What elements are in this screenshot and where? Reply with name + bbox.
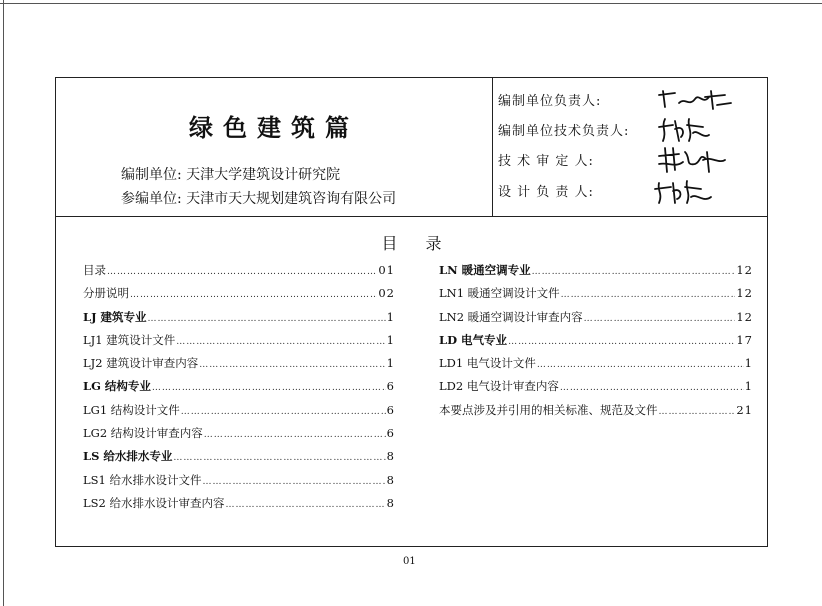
toc-entry[interactable] [83, 332, 395, 355]
role-label: 设 计 负 责 人: [498, 185, 594, 200]
dot-leader [173, 453, 385, 463]
dot-leader [584, 314, 736, 324]
toc-left-column [83, 262, 395, 518]
toc-entry[interactable] [83, 309, 395, 332]
toc-entry-label: LS 给水排水专业 [83, 449, 173, 464]
toc-entry-page: 6 [386, 426, 395, 441]
toc-entry-label: LD2 电气设计审查内容 [439, 379, 559, 394]
dot-leader [204, 430, 386, 440]
role-row [498, 150, 618, 169]
toc-entry[interactable] [83, 472, 395, 495]
signature-panel [493, 78, 767, 216]
toc-entry-label: LD1 电气设计文件 [439, 356, 536, 371]
toc-entry-page: 1 [386, 332, 395, 347]
toc-entry-page: 8 [386, 495, 395, 510]
role-label: 技 术 审 定 人: [498, 154, 594, 169]
handwritten-signature [645, 83, 755, 115]
role-row [498, 181, 618, 200]
dot-leader [148, 314, 386, 324]
page-edge-left [3, 0, 4, 606]
title-block [55, 77, 768, 217]
toc-entry-label: LG1 结构设计文件 [83, 402, 180, 417]
toc-entry-label: 本要点涉及并引用的相关标准、规范及文件 [439, 402, 658, 417]
toc-entry[interactable] [439, 332, 753, 355]
toc-entry-label: LG 结构专业 [83, 379, 151, 394]
toc-entry[interactable] [439, 262, 753, 285]
toc-entry-page: 1 [744, 379, 753, 394]
handwritten-signature [645, 175, 755, 207]
toc-entry-page: 02 [378, 286, 395, 301]
dot-leader [176, 337, 385, 347]
toc-entry[interactable] [439, 402, 753, 425]
toc-entry-page: 1 [744, 356, 753, 371]
toc-entry[interactable] [83, 402, 395, 425]
toc-entry-label: 分册说明 [83, 286, 129, 301]
toc-entry-label: LN 暖通空调专业 [439, 263, 531, 277]
toc-entry[interactable] [439, 378, 753, 401]
toc-entry-label: LN2 暖通空调设计审查内容 [439, 309, 583, 324]
dot-leader [199, 360, 385, 370]
toc-entry[interactable] [83, 378, 395, 401]
toc-entry-page: 12 [736, 286, 753, 301]
page-edge-top [0, 3, 822, 4]
toc-entry-label: 目录 [83, 263, 106, 277]
dot-leader [532, 267, 736, 277]
toc-entry[interactable] [83, 262, 395, 285]
toc-entry-page: 12 [736, 263, 753, 277]
dot-leader [226, 500, 386, 510]
dot-leader [152, 383, 386, 393]
role-row [498, 90, 618, 109]
toc-entry-page: 17 [736, 332, 753, 347]
toc-entry[interactable] [83, 285, 395, 308]
toc-entry-page: 6 [386, 402, 395, 417]
compiler-name: 天津大学建筑设计研究院 [186, 167, 341, 183]
toc-entry[interactable] [439, 285, 753, 308]
toc-entry-label: LJ 建筑专业 [83, 309, 147, 324]
dot-leader [181, 407, 386, 417]
toc-entry-page: 12 [736, 309, 753, 324]
role-label: 编制单位技术负责人: [498, 124, 630, 139]
handwritten-signature [645, 144, 755, 176]
dot-leader [560, 383, 744, 393]
dot-leader [508, 337, 735, 347]
toc-entry[interactable] [439, 309, 753, 332]
co-compiler-name: 天津市天大规划建筑咨询有限公司 [186, 191, 397, 207]
toc-entry-page: 6 [386, 379, 395, 394]
toc-entry[interactable] [83, 355, 395, 378]
co-compiler-row [121, 188, 396, 208]
handwritten-signature [645, 113, 755, 145]
dot-leader [561, 290, 736, 300]
toc-entry-page: 1 [386, 356, 395, 371]
dot-leader [130, 290, 377, 300]
dot-leader [107, 267, 377, 277]
role-row [498, 120, 630, 139]
toc-entry[interactable] [439, 355, 753, 378]
toc-entry-label: LJ2 建筑设计审查内容 [83, 356, 199, 371]
co-compiler-label: 参编单位: [121, 191, 182, 207]
toc-entry-label: LD 电气专业 [439, 332, 508, 347]
toc-entry-page: 1 [386, 309, 395, 324]
toc-entry-label: LS2 给水排水设计审查内容 [83, 495, 225, 510]
toc-right-column [439, 262, 753, 425]
dot-leader [203, 477, 386, 487]
table-of-contents [55, 217, 768, 547]
page-number: 01 [403, 556, 416, 567]
toc-entry-label: LJ1 建筑设计文件 [83, 332, 176, 347]
document-title: 绿色建筑篇 [189, 113, 359, 142]
dot-leader [659, 407, 736, 417]
toc-entry-page: 01 [378, 263, 395, 277]
toc-entry-page: 8 [386, 472, 395, 487]
toc-entry[interactable] [83, 425, 395, 448]
toc-entry-page: 8 [386, 449, 395, 464]
compiler-row [121, 164, 340, 184]
role-label: 编制单位负责人: [498, 94, 602, 109]
toc-heading: 目录 [381, 234, 470, 253]
toc-entry[interactable] [83, 448, 395, 471]
toc-entry-label: LG2 结构设计审查内容 [83, 426, 203, 441]
toc-entry-label: LS1 给水排水设计文件 [83, 472, 202, 487]
compiler-label: 编制单位: [121, 167, 182, 183]
toc-entry-page: 21 [736, 402, 753, 417]
toc-entry-label: LN1 暖通空调设计文件 [439, 286, 560, 301]
toc-entry[interactable] [83, 495, 395, 518]
dot-leader [537, 360, 744, 370]
title-left-panel [56, 78, 493, 216]
